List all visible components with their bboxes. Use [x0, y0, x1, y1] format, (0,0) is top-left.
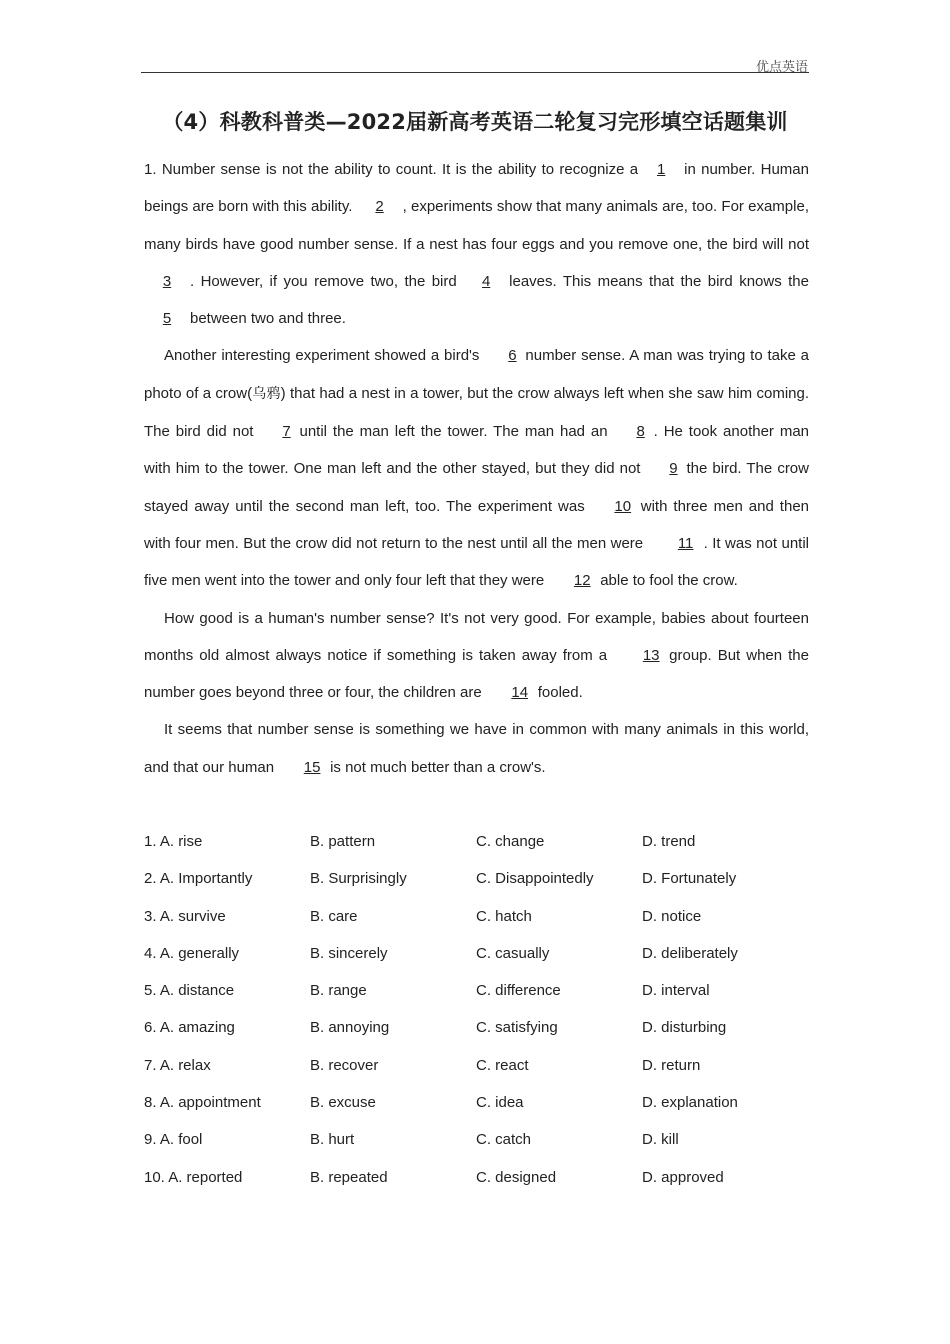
cloze-blank: 7: [282, 423, 291, 441]
cloze-blank: 14: [511, 684, 529, 702]
option-choice: D. notice: [642, 907, 702, 925]
option-choice: B. Surprisingly: [310, 870, 407, 888]
cloze-blank: 10: [614, 497, 632, 515]
passage-text: is not much better than a crow's.: [330, 758, 546, 776]
option-choice: B. hurt: [310, 1131, 355, 1149]
option-choice: 6. A. amazing: [144, 1019, 235, 1037]
answer-options: [144, 823, 809, 1196]
option-choice: B. recover: [310, 1056, 379, 1074]
passage-text: able to fool the crow.: [600, 572, 738, 590]
option-choice: 9. A. fool: [144, 1131, 203, 1149]
option-choice: C. idea: [476, 1094, 524, 1112]
cloze-blank: 1: [656, 161, 666, 178]
option-choice: 3. A. survive: [144, 907, 226, 925]
passage-text: leaves. This means that the bird knows the: [509, 272, 809, 290]
option-row: [144, 823, 809, 860]
passage-text: It seems that number sense is something we have in common with many animals in this world, and that our human: [144, 721, 809, 776]
cloze-blank: 15: [303, 758, 321, 776]
header-brand: 优点英语: [755, 60, 808, 75]
cloze-blank: 5: [162, 310, 172, 328]
passage-text: How good is a human's number sense? It's not very good. For example, babies about fourteen months old almost always notice if something is taken away from a: [144, 609, 809, 664]
passage-text: fooled.: [537, 684, 583, 702]
cloze-passage: [144, 151, 809, 786]
option-choice: D. return: [642, 1056, 701, 1074]
cloze-blank: 8: [636, 423, 645, 441]
option-choice: C. casually: [476, 944, 550, 962]
option-row: [144, 972, 809, 1009]
passage-text: number sense. A man was trying to take a photo of a crow(: [144, 347, 810, 402]
option-choice: C. catch: [476, 1131, 532, 1149]
passage-text: until the man left the tower. The man had an: [299, 423, 608, 441]
passage-text: between two and three.: [190, 310, 346, 328]
chinese-gloss: 乌鸦: [252, 385, 281, 402]
passage-text: . He took another man with him to the tower. One man left and the other stayed, but they did not: [144, 423, 810, 478]
option-choice: B. sincerely: [310, 944, 388, 962]
cloze-blank: 6: [508, 347, 517, 365]
cloze-blank: 4: [481, 272, 491, 290]
option-choice: 1. A. rise: [144, 833, 203, 850]
option-choice: C. react: [476, 1056, 529, 1074]
option-row: [144, 860, 809, 897]
passage-text: . However, if you remove two, the bird: [190, 272, 464, 290]
passage-paragraph: [144, 151, 809, 337]
option-choice: 10. A. reported: [144, 1168, 243, 1186]
cloze-blank: 3: [162, 272, 172, 290]
option-choice: C. Disappointedly: [476, 870, 594, 888]
option-choice: C. designed: [476, 1168, 557, 1186]
passage-text: the bird. The crow stayed away until the second man left, too. The experiment was: [144, 460, 809, 515]
passage-text: . It was not until five men went into the tower and only four left that they were: [144, 534, 810, 590]
option-row: [144, 1084, 809, 1121]
option-choice: C. hatch: [476, 907, 532, 925]
option-choice: C. satisfying: [476, 1019, 558, 1037]
cloze-blank: 11: [677, 534, 694, 552]
option-row: [144, 1047, 809, 1084]
option-choice: D. approved: [642, 1168, 724, 1186]
option-row: [144, 1121, 809, 1158]
option-row: [144, 935, 809, 972]
page-title: （4）科教科普类—2022届新高考英语二轮复习完形填空话题集训: [162, 110, 788, 134]
passage-text: Another interesting experiment showed a bird's: [164, 347, 480, 365]
option-choice: B. repeated: [310, 1168, 388, 1186]
header-divider: [141, 72, 809, 73]
passage-text: with three men and then with four men. But the crow did not return to the nest until all the men were: [144, 497, 809, 552]
passage-paragraph: [144, 337, 809, 599]
option-choice: D. trend: [642, 833, 696, 850]
option-choice: D. explanation: [642, 1094, 738, 1112]
option-choice: 5. A. distance: [144, 982, 235, 1000]
option-choice: C. change: [476, 833, 545, 850]
option-choice: 2. A. Importantly: [144, 870, 253, 888]
cloze-blank: 13: [642, 646, 660, 664]
option-row: [144, 898, 809, 935]
option-choice: B. range: [310, 982, 367, 1000]
option-choice: B. excuse: [310, 1094, 376, 1112]
passage-text: 1. Number sense is not the ability to count. It is the ability to recognize a: [144, 161, 639, 178]
option-choice: D. deliberately: [642, 944, 738, 962]
option-choice: D. Fortunately: [642, 870, 737, 888]
option-row: [144, 1009, 809, 1046]
option-choice: 8. A. appointment: [144, 1094, 261, 1112]
option-choice: D. interval: [642, 982, 710, 1000]
option-choice: B. pattern: [310, 833, 376, 850]
option-choice: D. kill: [642, 1131, 679, 1149]
cloze-blank: 2: [375, 198, 384, 216]
option-choice: B. annoying: [310, 1019, 390, 1037]
passage-text: in number. Human beings are born with this ability.: [144, 161, 809, 216]
cloze-blank: 12: [573, 572, 591, 590]
passage-text: , experiments show that many animals are, too. For example, many birds have good number sense. If a nest has four eggs and you remove one, the bird will not: [144, 198, 809, 253]
passage-paragraph: [144, 711, 809, 786]
option-choice: 7. A. relax: [144, 1056, 211, 1074]
option-choice: D. disturbing: [642, 1019, 727, 1037]
option-choice: 4. A. generally: [144, 944, 240, 962]
option-choice: B. care: [310, 907, 358, 925]
passage-text: ) that had a nest in a tower, but the crow always left when she saw him coming. The bird did not: [144, 384, 810, 441]
cloze-blank: 9: [669, 460, 678, 478]
passage-text: group. But when the number goes beyond three or four, the children are: [144, 646, 809, 702]
option-row: [144, 1159, 809, 1196]
passage-paragraph: [144, 600, 809, 712]
option-choice: C. difference: [476, 982, 561, 1000]
